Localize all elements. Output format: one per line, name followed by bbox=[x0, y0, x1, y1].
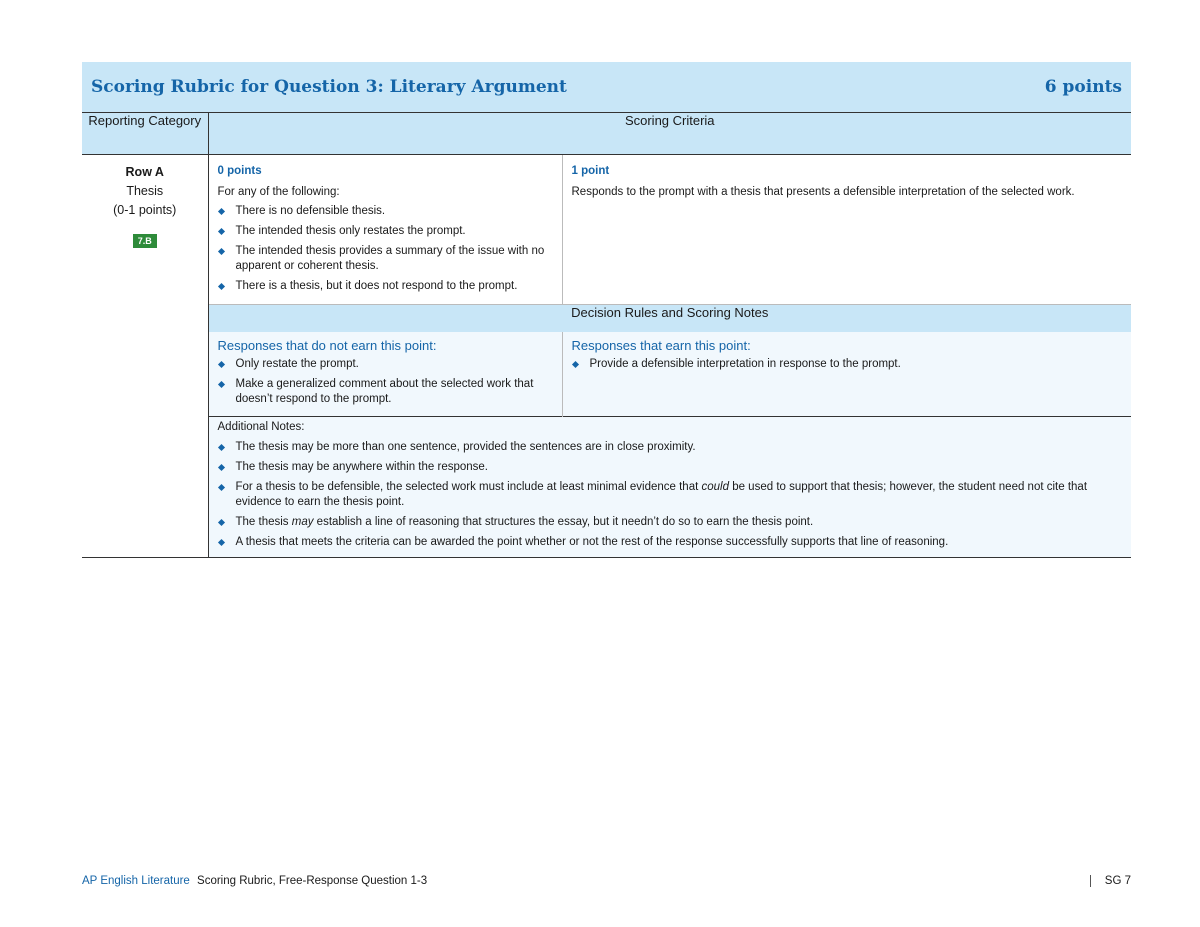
footer-document-title: Scoring Rubric, Free-Response Question 1-3 bbox=[197, 875, 428, 887]
zero-points-list bbox=[218, 204, 554, 294]
decision-rules-header-row bbox=[82, 305, 1131, 333]
earn-heading: Responses that earn this point: bbox=[571, 338, 751, 353]
reporting-category-header: Reporting Category bbox=[82, 113, 208, 155]
note-emphasis: could bbox=[701, 481, 729, 493]
page-footer bbox=[82, 875, 1131, 891]
total-points: 6 points bbox=[1044, 77, 1122, 97]
list-item bbox=[218, 480, 1124, 510]
list-item: Make a generalized comment about the selected work that doesn’t respond to the prompt. bbox=[218, 377, 554, 407]
row-a-category bbox=[82, 155, 208, 558]
zero-points-cell bbox=[208, 155, 562, 305]
not-earn-list bbox=[218, 357, 554, 407]
row-label: Row A bbox=[125, 165, 164, 179]
footer-course: AP English Literature bbox=[82, 875, 190, 887]
row-name: Thesis bbox=[126, 184, 164, 198]
note-emphasis: may bbox=[291, 516, 314, 528]
zero-points-intro: For any of the following: bbox=[217, 186, 340, 198]
earn-cell bbox=[562, 332, 1131, 417]
rubric-title: Scoring Rubric for Question 3: Literary Argument bbox=[91, 77, 567, 97]
not-earn-heading: Responses that do not earn this point: bbox=[217, 338, 437, 353]
list-item: The thesis may be more than one sentence, provided the sentences are in close proximity. bbox=[218, 440, 1124, 455]
one-point-label: 1 point bbox=[571, 165, 610, 177]
scoring-rubric bbox=[82, 62, 1131, 558]
rubric-title-bar bbox=[82, 62, 1131, 113]
note-text: For a thesis to be defensible, the selected work must include at least minimal evidence that bbox=[235, 481, 702, 493]
list-item: Only restate the prompt. bbox=[218, 357, 554, 372]
one-point-cell bbox=[562, 155, 1131, 305]
list-item: Provide a defensible interpretation in response to the prompt. bbox=[572, 357, 1124, 372]
list-item: The intended thesis only restates the prompt. bbox=[218, 224, 554, 239]
additional-notes-row bbox=[82, 417, 1131, 558]
list-item: The thesis may be anywhere within the response. bbox=[218, 460, 1124, 475]
list-item: There is no defensible thesis. bbox=[218, 204, 554, 219]
not-earn-cell bbox=[208, 332, 562, 417]
one-point-text: Responds to the prompt with a thesis that presents a defensible interpretation of the selected work. bbox=[571, 186, 1075, 198]
earn-list bbox=[572, 357, 1124, 372]
list-item bbox=[218, 515, 1124, 530]
additional-notes-heading: Additional Notes: bbox=[217, 421, 305, 433]
note-text: establish a line of reasoning that structures the essay, but it needn’t do so to earn the thesis point. bbox=[313, 516, 814, 528]
additional-notes-list bbox=[218, 440, 1124, 550]
bottom-rule-row bbox=[82, 557, 1131, 558]
zero-points-label: 0 points bbox=[217, 165, 262, 177]
criteria-row bbox=[82, 155, 1131, 305]
additional-notes-cell bbox=[208, 417, 1131, 558]
decision-rules-title: Decision Rules and Scoring Notes bbox=[208, 305, 1131, 333]
decision-rules-row bbox=[82, 332, 1131, 417]
row-range: (0-1 points) bbox=[113, 203, 177, 217]
list-item: A thesis that meets the criteria can be awarded the point whether or not the rest of the response successfully supports that line of reasoning. bbox=[218, 535, 1124, 550]
column-header-row bbox=[82, 113, 1131, 155]
note-text: be used to support that thesis; however, the student need not cite that evidence to earn the thesis point. bbox=[235, 481, 1088, 508]
note-text: The thesis bbox=[235, 516, 292, 528]
page-number: SG 7 bbox=[1090, 875, 1131, 887]
list-item: The intended thesis provides a summary of the issue with no apparent or coherent thesis. bbox=[218, 244, 554, 274]
scoring-criteria-header: Scoring Criteria bbox=[208, 113, 1131, 155]
rubric-table bbox=[82, 113, 1131, 558]
bottom-rule bbox=[82, 557, 1131, 558]
skill-badge: 7.B bbox=[133, 234, 157, 248]
list-item: There is a thesis, but it does not respond to the prompt. bbox=[218, 279, 554, 294]
